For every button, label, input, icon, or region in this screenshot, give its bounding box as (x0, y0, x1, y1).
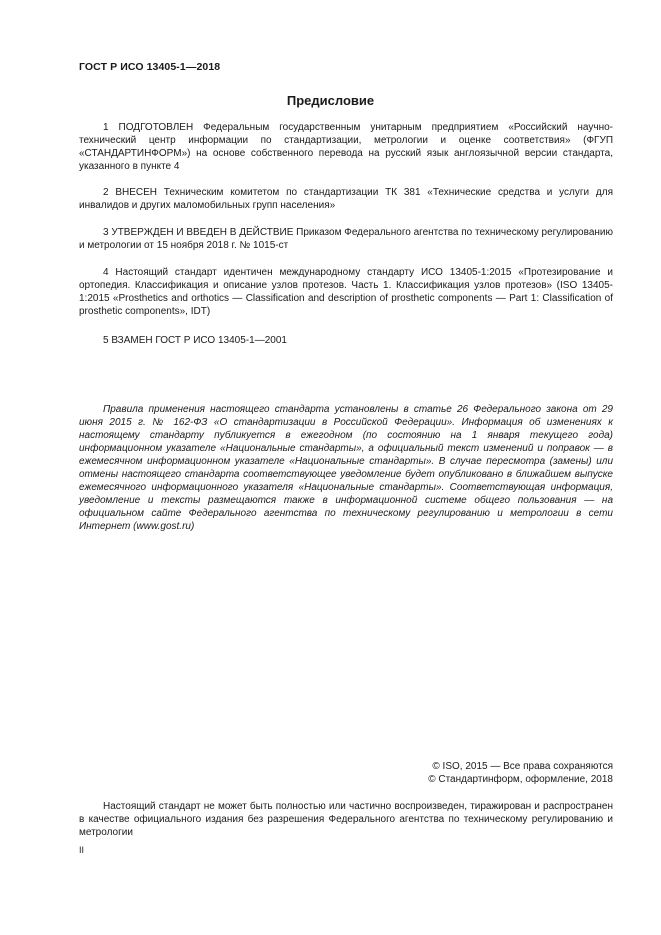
copyright-standartinform: © Стандартинформ, оформление, 2018 (428, 774, 613, 785)
paragraph-3 (79, 226, 613, 252)
copyright-iso: © ISO, 2015 — Все права сохраняются (432, 761, 613, 772)
paragraph-4 (79, 266, 613, 318)
rules-note (79, 403, 613, 533)
rules-note-text: Правила применения настоящего стандарта установлены в статье 26 Федерального закона от 29 июня 2015 г. № 162-ФЗ «О стандартизации в Российской Федерации». Информация об изменениях к настоящему стандарту публикуется в ежегодном (по состоянию на 1 января текущего года) информационном указателе «Национальные стандарты», а официальный текст изменений и поправок — в ежемесячном информационном указателе «Национальные стандарты». В случае пересмотра (замены) или отмены настоящего стандарта соответствующее уведомление будет опубликовано в ближайшем выпуске ежемесячного информационного указателя «Национальные стандарты». Соответствующая информация, уведомление и тексты размещаются также в информационной системе общего пользования — на официальном сайте Федерального агентства по техническому регулированию и метрологии в сети Интернет (www.gost.ru) (79, 404, 613, 532)
paragraph-text: 3 УТВЕРЖДЕН И ВВЕДЕН В ДЕЙСТВИЕ Приказом Федерального агентства по техническому регулированию и метрологии от 15 ноября 2018 г. № 1015-ст (79, 227, 613, 251)
reproduction-notice-text: Настоящий стандарт не может быть полностью или частично воспроизведен, тиражирован и распространен в качестве официального издания без разрешения Федерального агентства по техническому регулированию и метрологии (79, 801, 613, 838)
section-title: Предисловие (286, 93, 375, 108)
paragraph-text: 2 ВНЕСЕН Техническим комитетом по стандартизации ТК 381 «Технические средства и услуги для инвалидов и других маломобильных групп населения» (79, 187, 613, 211)
reproduction-notice (79, 800, 613, 839)
paragraph-5 (79, 334, 613, 347)
document-header: ГОСТ Р ИСО 13405-1—2018 (79, 61, 221, 73)
paragraph-text: 1 ПОДГОТОВЛЕН Федеральным государственным унитарным предприятием «Российский научно-технический центр информации по стандартизации, метрологии и оценке соответствия» (ФГУП «СТАНДАРТИНФОРМ») на основе собственного перевода на русский язык англоязычной версии стандарта, указанного в пункте 4 (79, 122, 613, 172)
paragraph-text: 5 ВЗАМЕН ГОСТ Р ИСО 13405-1—2001 (103, 335, 287, 346)
paragraph-text: 4 Настоящий стандарт идентичен международному стандарту ИСО 13405-1:2015 «Протезирование и ортопедия. Классификация и описание узлов протезов. Часть 1. Классификация узлов протезов» (ISO 13405-1:2015 «Prosthetics and orthotics — Classification and description of prosthetic components — Part 1: Classification of prosthetic components», IDT) (79, 267, 613, 317)
paragraph-2 (79, 186, 613, 212)
copyright-block (428, 760, 613, 786)
page-number: II (79, 845, 85, 855)
paragraph-1 (79, 121, 613, 173)
